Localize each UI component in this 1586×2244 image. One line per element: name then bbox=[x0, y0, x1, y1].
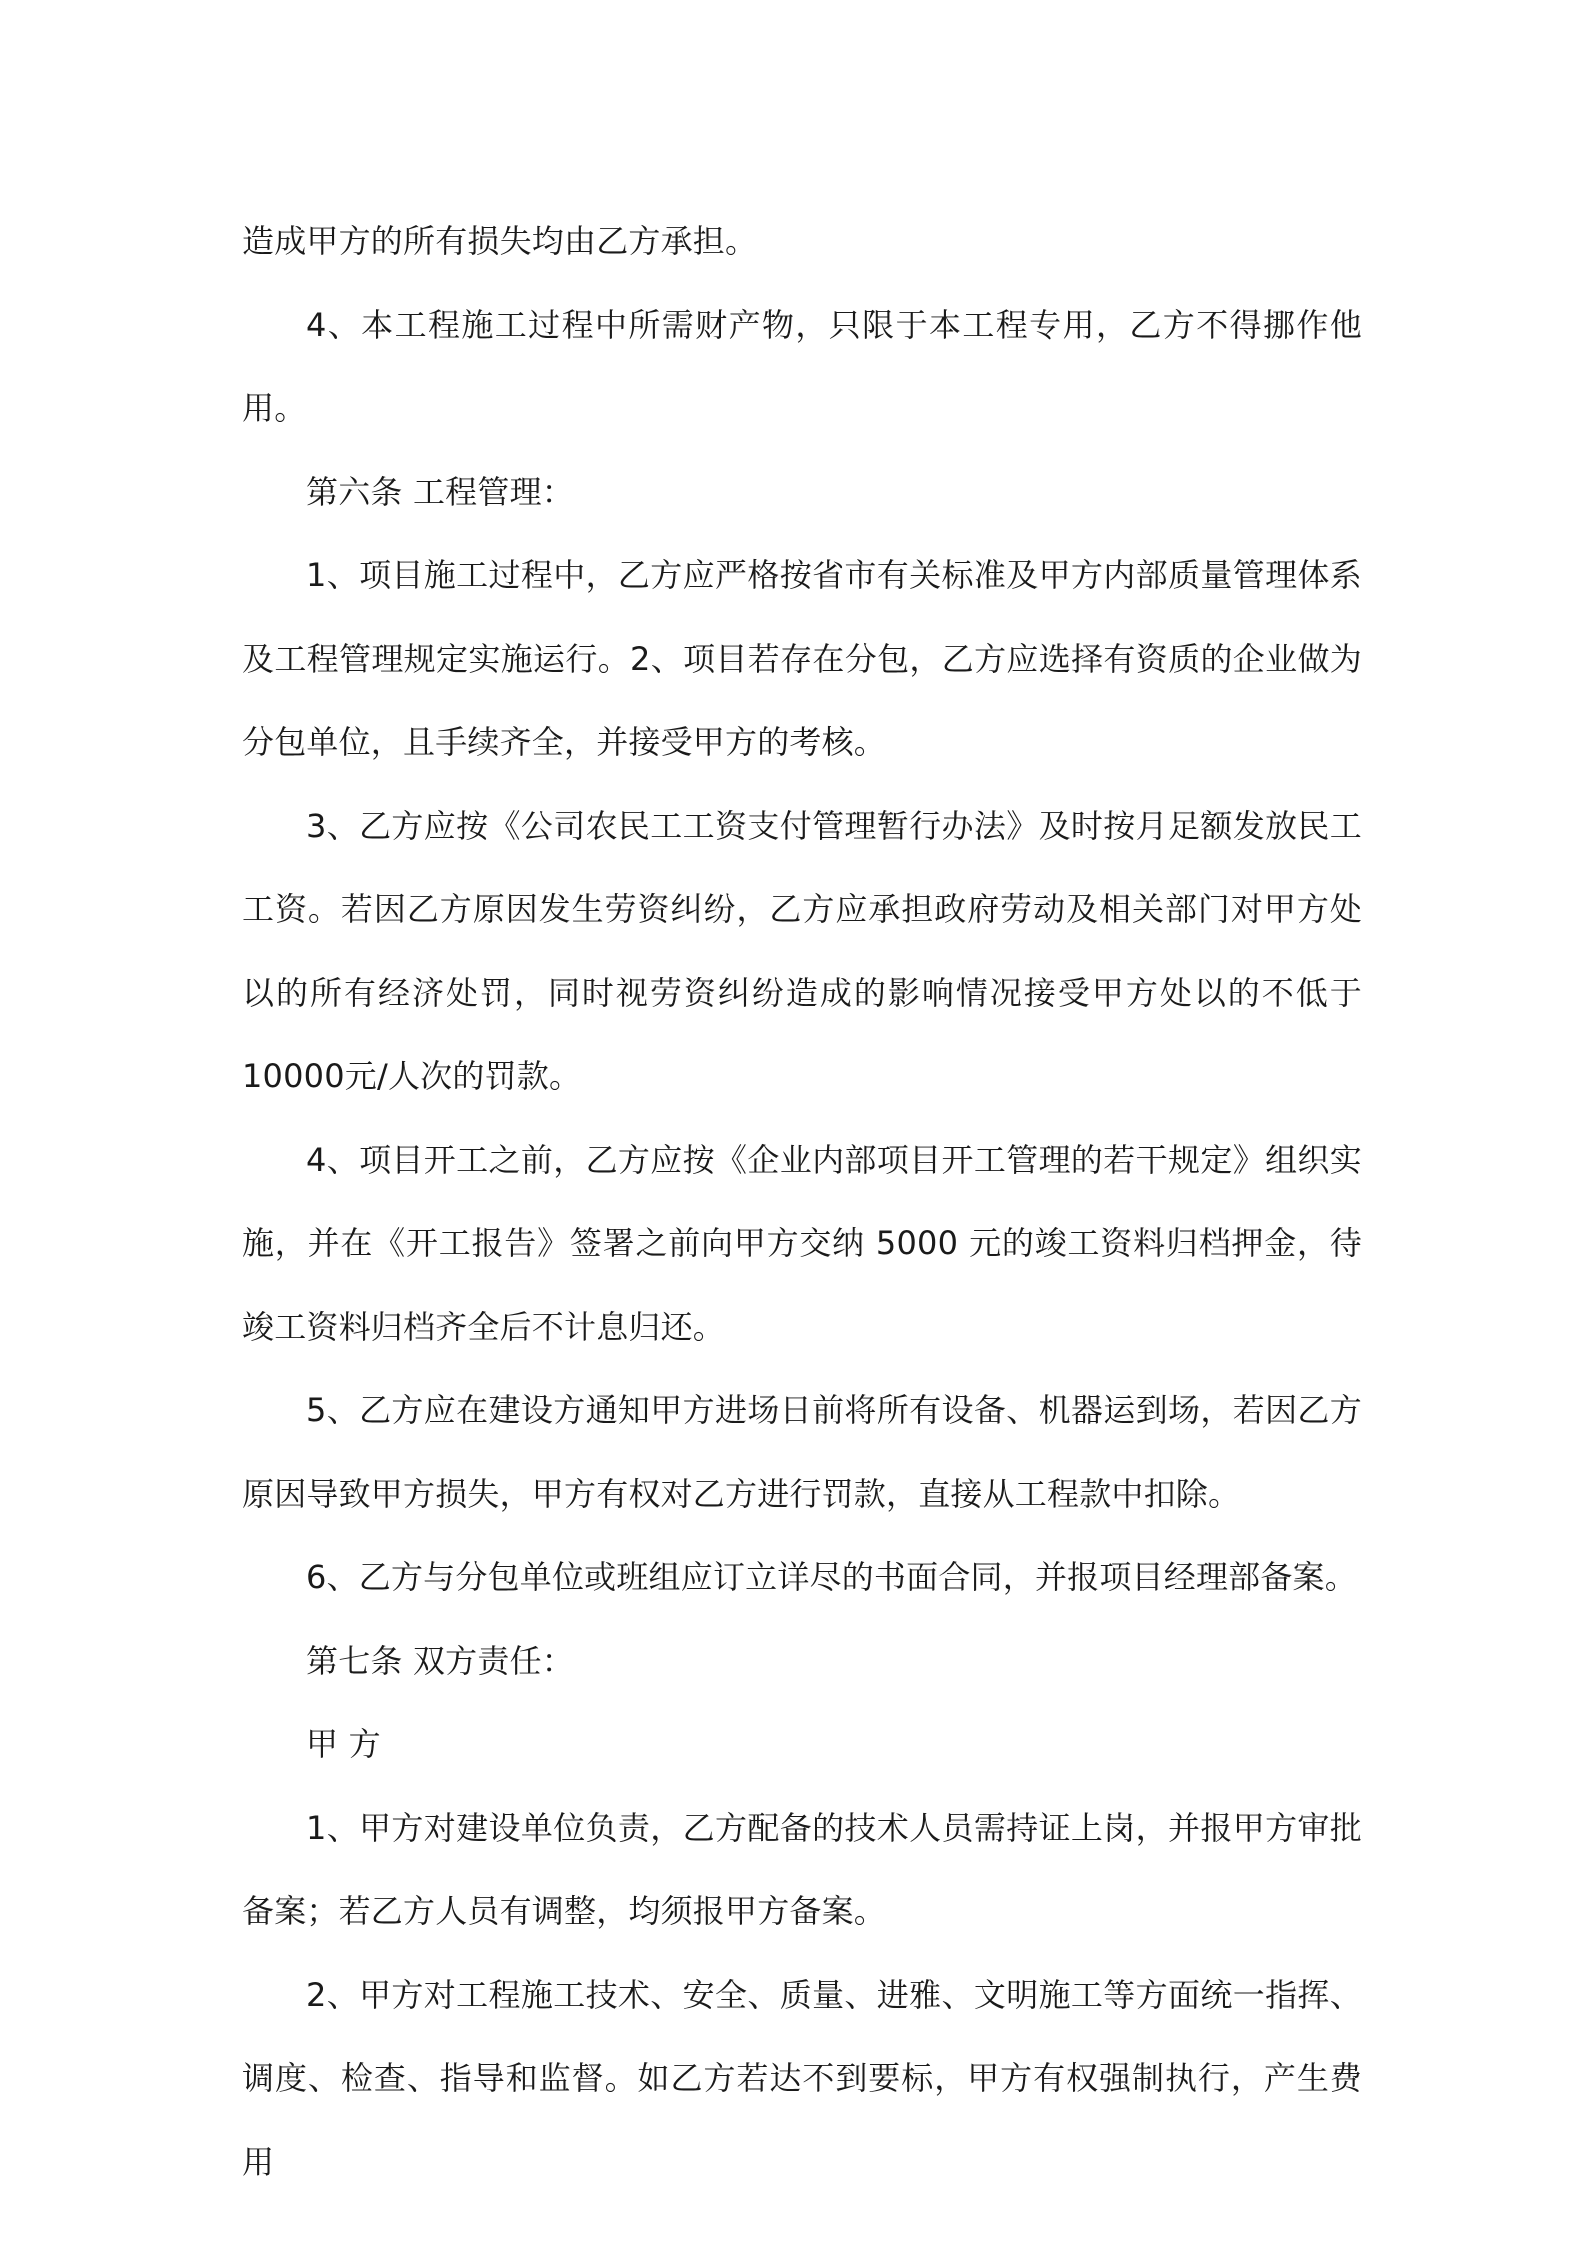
document-body bbox=[242, 200, 1362, 2204]
paragraph-loss-liability: 造成甲方的所有损失均由乙方承担。 bbox=[242, 222, 758, 260]
paragraph-equipment-arrival: 5、乙方应在建设方通知甲方进场日前将所有设备、机器运到场，若因乙方原因导致甲方损失，甲方有权对乙方进行罚款，直接从工程款中扣除。 bbox=[242, 1391, 1362, 1513]
heading-party-a: 甲 方 bbox=[306, 1725, 381, 1763]
paragraph-party-a-duty-2: 2、甲方对工程施工技术、安全、质量、进雅、文明施工等方面统一指挥、调度、检查、指导和监督。如乙方若达不到要标，甲方有权强制执行，产生费用 bbox=[242, 1975, 1362, 2181]
paragraph-party-a-duty-1: 1、甲方对建设单位负责，乙方配备的技术人员需持证上岗，并报甲方审批备案；若乙方人员有调整，均须报甲方备案。 bbox=[242, 1808, 1362, 1930]
paragraph-property-use: 4、本工程施工过程中所需财产物，只限于本工程专用，乙方不得挪作他用。 bbox=[242, 305, 1362, 427]
heading-article-7: 第七条 双方责任： bbox=[306, 1641, 574, 1680]
heading-article-6: 第六条 工程管理： bbox=[306, 472, 574, 511]
paragraph-project-start: 4、项目开工之前，乙方应按《企业内部项目开工管理的若干规定》组织实施，并在《开工报告》签署之前向甲方交纳 5000 元的竣工资料归档押金，待竣工资料归档齐全后不计息归还。 bbox=[242, 1140, 1362, 1346]
paragraph-subcontract: 6、乙方与分包单位或班组应订立详尽的书面合同，并报项目经理部备案。 bbox=[306, 1558, 1357, 1596]
paragraph-wage-payment: 3、乙方应按《公司农民工工资支付管理暂行办法》及时按月足额发放民工工资。若因乙方原因发生劳资纠纷，乙方应承担政府劳动及相关部门对甲方处以的所有经济处罚，同时视劳资纠纷造成的影响情况接受甲方处以的不低于10000元/人次的罚款。 bbox=[242, 806, 1362, 1095]
paragraph-quality-management: 1、项目施工过程中，乙方应严格按省市有关标准及甲方内部质量管理体系及工程管理规定实施运行。2、项目若存在分包，乙方应选择有资质的企业做为分包单位，且手续齐全，并接受甲方的考核。 bbox=[242, 556, 1362, 761]
